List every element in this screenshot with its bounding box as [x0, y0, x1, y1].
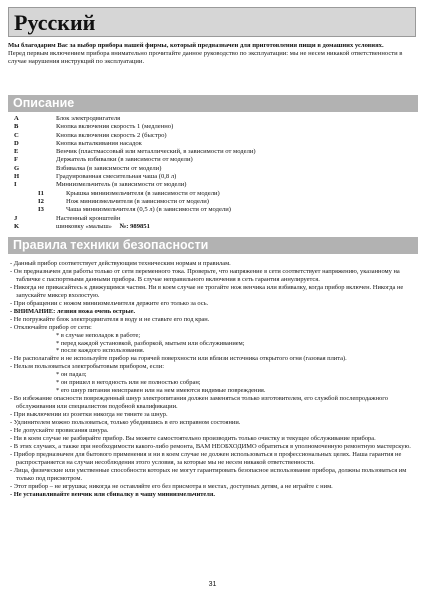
part-subrow [14, 206, 414, 214]
description-heading-bar [8, 95, 418, 112]
part-letter: I1 [38, 189, 44, 197]
part-letter: E [14, 148, 19, 156]
part-desc: Кнопка выталкивания насадок [56, 139, 142, 147]
intro-text [8, 42, 418, 67]
part-row [14, 223, 414, 231]
part-desc: Градуированная смесительная чаша (0,8 л) [56, 173, 177, 181]
part-desc-text: шинковку «малыш» [56, 222, 112, 230]
part-desc: Венчик (пластмассовый или металлический, в зависимости от модели) [56, 148, 256, 156]
description-heading: Описание [13, 96, 75, 110]
part-letter: F [14, 156, 19, 164]
part-desc: Кнопка включения скорость 2 (быстро) [56, 131, 167, 139]
part-desc: Кнопка включения скорость 1 (медленно) [56, 123, 174, 131]
part-row [14, 181, 414, 189]
safety-heading-bar [8, 237, 418, 254]
safety-item: - Этот прибор – не игрушка; никогда не оставляйте его без присмотра в местах, доступных детям, а не играйте с ним. [10, 482, 333, 490]
safety-item: - При выключении из розетки никогда не тяните за шнур. [10, 411, 168, 419]
part-desc: Настенный кронштейн [56, 214, 121, 222]
part-subrow [14, 198, 414, 206]
safety-subitem: * в случае неполадок в работе; [56, 331, 141, 339]
part-letter: A [14, 115, 19, 122]
safety-warning: - ВНИМАНИЕ: лезвия ножа очень острые. [10, 307, 136, 315]
part-letter: I [14, 181, 17, 189]
part-letter: H [14, 173, 20, 181]
part-desc: Держатель взбивалки (в зависимости от модели) [56, 156, 193, 164]
part-letter: J [14, 214, 18, 222]
part-code: №: 989851 [119, 222, 150, 230]
page-number: 31 [208, 581, 217, 588]
safety-item: - Не располагайте и не используйте прибор на горячей поверхности или вблизи источника открытого огня (газовая плита). [10, 355, 347, 363]
safety-item: - Отключайте прибор от сети: [10, 323, 92, 331]
part-letter: K [14, 222, 20, 230]
safety-item: - Ни в коем случае не разбирайте прибор. Вы можете самостоятельно производить только очистку и текущее обслуживание прибора. [10, 434, 376, 442]
safety-item: - Нельзя пользоваться электробытовым прибором, если: [10, 363, 165, 371]
safety-list [10, 260, 416, 499]
part-desc: Нож миниизмельчителя (в зависимости от модели) [66, 197, 209, 205]
safety-item: - Лица, физические или умственные способности которых не могут гарантировать безопасное использование прибора, должны пользоваться им только под присмотром. [10, 466, 407, 482]
part-row [14, 215, 414, 223]
part-row [14, 132, 414, 140]
safety-item: - Не погружайте блок электродвигателя в воду и не ставьте его под кран. [10, 315, 210, 323]
safety-item: - Прибор предназначен для бытового применения и ни в коем случае не должен использоваться в профессиональных целях. Наша гарантия не распространяется на случаи несоблюдения этого условия, за которые мы не несем никакой ответственности. [10, 450, 402, 466]
safety-heading: Правила техники безопасности [13, 238, 209, 252]
part-letter: D [14, 139, 19, 147]
safety-item: - Данный прибор соответствует действующим техническим нормам и правилам. [10, 260, 231, 267]
safety-item: - В этих случаях, а также при необходимости какого-либо ремонта, ВАМ НЕОБХОДИМО обратиться в уполномоченную ремонтную мастерскую. [10, 442, 411, 450]
safety-item: - При обращении с ножом миниизмельчителя держите его только за ось. [10, 299, 209, 307]
safety-item: - Он предназначен для работы только от сети переменного тока. Проверьте, что напряжение в сети соответствует напряжению, указанному на табличке с паспортными данными прибора. В случае неправильного включения в сеть гарантия аннулируется. [10, 267, 400, 283]
safety-item: - Удлинителем можно пользоваться, только убедившись в его исправном состоянии. [10, 419, 241, 427]
part-row [14, 173, 414, 181]
part-letter: I2 [38, 197, 44, 205]
language-title: Русский [14, 10, 96, 35]
part-desc [56, 223, 150, 231]
part-letter: G [14, 164, 20, 172]
part-desc: Миниизмельчитель (в зависимости от модели) [56, 181, 187, 189]
intro-thanks: Мы благодарим Вас за выбор прибора нашей фирмы, который предназначен для приготовления пищи в домашних условиях. [8, 42, 384, 49]
safety-subitem: * после каждого использования. [56, 347, 145, 355]
part-row [14, 123, 414, 131]
part-desc: Блок электродвигателя [56, 115, 121, 122]
part-desc: Взбивалка (в зависимости от модели) [56, 164, 162, 172]
language-header [8, 7, 416, 37]
safety-item: - Никогда не прикасайтесь к движущимся частям. Ни в коем случае не трогайте нож венчика или взбивалку, когда прибор включен. Никогда не запускайте миксер вхолостую. [10, 283, 404, 299]
intro-instructions: Перед первым включением прибора внимательно прочитайте данное руководство по эксплуатации: мы не несем никакой ответственности в случае нарушения инструкций по эксплуатации. [8, 50, 403, 66]
part-desc: Чаша миниизмельчителя (0,5 л) (в зависимости от модели) [66, 206, 231, 214]
parts-list [14, 115, 414, 231]
safety-subitem: * он пришел в негодность или не полностью собран; [56, 379, 201, 387]
safety-subitem: * его шнур питания неисправен или на нем имеются видимые повреждения. [56, 387, 266, 395]
part-letter: C [14, 131, 19, 139]
part-row [14, 115, 414, 123]
part-row [14, 165, 414, 173]
part-desc: Крышка миниизмельчителя (в зависимости от модели) [66, 189, 220, 197]
part-row [14, 148, 414, 156]
safety-subitem: * перед каждой установкой, разборкой, мытьем или обслуживанием; [56, 339, 245, 347]
safety-warning: - Не устанавливайте венчик или сбивалку в чашу миниизмельчителя. [10, 490, 215, 498]
part-row [14, 140, 414, 148]
part-row [14, 156, 414, 164]
part-subrow [14, 190, 414, 198]
part-letter: I3 [38, 206, 44, 214]
safety-item: - Не допускайте провисания шнура. [10, 427, 109, 435]
part-letter: B [14, 123, 19, 131]
safety-item: - Во избежание опасности поврежденный шнур электропитания должен заменяться только изготовителем, его службой послепродажного обслуживания или специалистом подобной квалификации. [10, 395, 388, 411]
safety-subitem: * он падал; [56, 371, 87, 379]
